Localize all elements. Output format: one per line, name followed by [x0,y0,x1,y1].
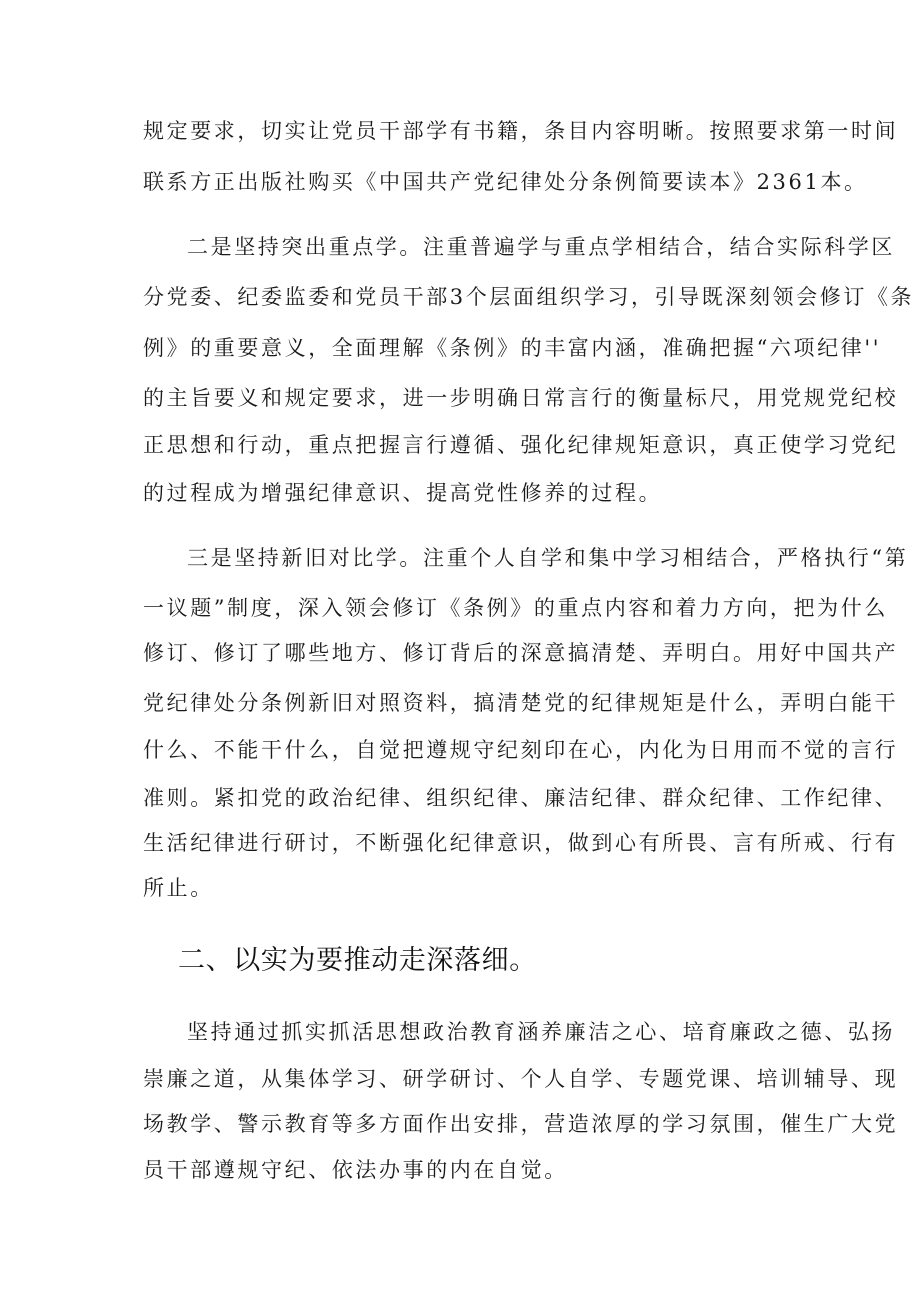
paragraph-3-line-3: 修订、修订了哪些地方、修订背后的深意搞清楚、弄明白。用好中国共产 [143,641,899,665]
final-paragraph-line-4: 员干部遵规守纪、依法办事的内在自觉。 [143,1158,568,1182]
paragraph-2-line-4: 的主旨要义和规定要求，进一步明确日常言行的衡量标尺，用党规党纪校 [143,386,899,410]
final-paragraph-line-1: 坚持通过抓实抓活思想政治教育涵养廉洁之心、培育廉政之德、弘扬 [187,1020,895,1044]
paragraph-1-line-1: 规定要求，切实让党员干部学有书籍，条目内容明晰。按照要求第一时间 [143,119,899,143]
paragraph-2-line-2: 分党委、纪委监委和党员干部3个层面组织学习，引导既深刻领会修订《条 [143,285,915,309]
paragraph-3-line-8: 所止。 [143,876,214,900]
paragraph-2-line-5: 正思想和行动，重点把握言行遵循、强化纪律规矩意识，真正使学习党纪 [143,433,899,457]
paragraph-3-line-7: 生活纪律进行研讨，不断强化纪律意识，做到心有所畏、言有所戒、行有 [143,831,899,855]
paragraph-2-line-1: 二是坚持突出重点学。注重普遍学与重点学相结合，结合实际科学区 [187,235,895,259]
final-paragraph-line-2: 崇廉之道，从集体学习、研学研讨、个人自学、专题党课、培训辅导、现 [143,1067,899,1091]
final-paragraph-line-3: 场教学、警示教育等多方面作出安排，营造浓厚的学习氛围，催生广大党 [143,1112,899,1136]
paragraph-2-line-3: 例》的重要意义，全面理解《条例》的丰富内涵，准确把握“六项纪律'' [143,336,882,360]
paragraph-3-line-5: 什么、不能干什么，自觉把遵规守纪刻印在心，内化为日用而不觉的言行 [143,738,899,762]
section-heading: 二、以实为要推动走深落细。 [178,945,537,976]
paragraph-1-line-2: 联系方正出版社购买《中国共产党纪律处分条例简要读本》2361本。 [143,170,868,194]
paragraph-3-line-6: 准则。紧扣党的政治纪律、组织纪律、廉洁纪律、群众纪律、工作纪律、 [143,786,899,810]
paragraph-3-line-4: 党纪律处分条例新旧对照资料，搞清楚党的纪律规矩是什么，弄明白能干 [143,691,899,715]
paragraph-3-line-1: 三是坚持新旧对比学。注重个人自学和集中学习相结合，严格执行“第 [187,546,909,570]
paragraph-2-line-6: 的过程成为增强纪律意识、提高党性修养的过程。 [143,481,663,505]
paragraph-3-line-2: 一议题”制度，深入领会修订《条例》的重点内容和着力方向，把为什么 [143,596,888,620]
